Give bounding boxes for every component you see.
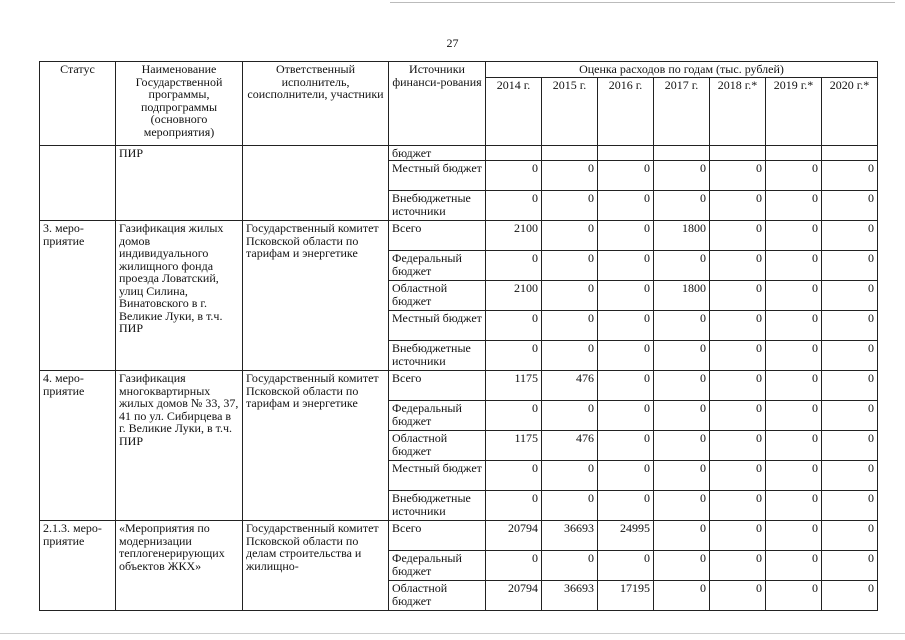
program-name: ПИР [116,145,243,221]
year-value: 0 [766,401,822,431]
year-value: 0 [766,521,822,551]
year-value: 0 [598,251,654,281]
responsible-cell [243,145,389,221]
funding-source: Всего [389,521,486,551]
year-value: 24995 [598,521,654,551]
year-value: 0 [766,431,822,461]
header-year: 2019 г.* [766,77,822,145]
year-value: 0 [542,461,598,491]
year-value: 0 [486,161,542,191]
table-row [40,145,878,161]
year-value: 0 [822,371,878,401]
year-value: 36693 [542,521,598,551]
year-value: 0 [598,311,654,341]
year-value: 20794 [486,521,542,551]
year-value: 2100 [486,281,542,311]
year-value: 0 [766,371,822,401]
year-value: 476 [542,431,598,461]
header-year: 2015 г. [542,77,598,145]
year-value: 0 [598,281,654,311]
year-value: 0 [486,551,542,581]
funding-source: Местный бюджет [389,311,486,341]
year-value: 0 [766,161,822,191]
year-value: 0 [766,281,822,311]
year-value: 20794 [486,581,542,611]
year-value: 0 [542,491,598,521]
year-value: 0 [654,311,710,341]
year-value: 0 [822,581,878,611]
year-value: 0 [542,161,598,191]
year-value [598,145,654,161]
year-value: 0 [766,461,822,491]
year-value: 0 [766,311,822,341]
year-value [822,145,878,161]
year-value: 0 [654,431,710,461]
status-cell [40,145,116,221]
year-value: 0 [598,341,654,371]
year-value: 0 [654,251,710,281]
responsible-executor: Государственный комитет Псковской области по тарифам и энергетике [243,221,389,371]
year-value: 0 [766,491,822,521]
page-number: 27 [446,36,459,50]
table-header [40,62,878,146]
year-value: 0 [710,371,766,401]
year-value: 0 [710,281,766,311]
year-value: 0 [710,311,766,341]
year-value: 0 [766,251,822,281]
year-value: 0 [710,401,766,431]
year-value: 0 [598,401,654,431]
year-value: 0 [766,581,822,611]
measure-status: 3. меро-приятие [40,221,116,371]
scan-edge-top [390,2,895,3]
year-value: 0 [822,281,878,311]
funding-source: бюджет [389,145,486,161]
year-value: 0 [654,161,710,191]
funding-source: Внебюджетные источники [389,191,486,221]
year-value: 0 [822,341,878,371]
year-value: 0 [822,461,878,491]
year-value: 0 [598,431,654,461]
year-value: 0 [486,251,542,281]
year-value: 1800 [654,281,710,311]
year-value: 0 [486,491,542,521]
year-value: 0 [710,191,766,221]
header-responsible: Ответственный исполнитель, соисполнители, участники [243,62,389,146]
year-value: 0 [822,161,878,191]
year-value: 0 [542,341,598,371]
year-value: 0 [542,281,598,311]
table-body [40,145,878,611]
year-value: 476 [542,371,598,401]
funding-source: Федеральный бюджет [389,251,486,281]
year-value: 0 [654,191,710,221]
year-value: 0 [598,191,654,221]
year-value: 0 [822,431,878,461]
funding-source: Областной бюджет [389,431,486,461]
year-value: 36693 [542,581,598,611]
year-value: 0 [598,371,654,401]
year-value: 0 [710,221,766,251]
year-value: 0 [654,521,710,551]
year-value: 0 [766,551,822,581]
year-value: 0 [822,221,878,251]
year-value [654,145,710,161]
year-value: 0 [486,191,542,221]
header-sources: Источники финанси-рования [389,62,486,146]
year-value: 0 [766,191,822,221]
table-row [40,521,878,551]
year-value: 0 [598,161,654,191]
measure-status: 2.1.3. меро-приятие [40,521,116,611]
year-value: 0 [654,581,710,611]
year-value: 0 [542,401,598,431]
funding-source: Всего [389,371,486,401]
funding-source: Внебюджетные источники [389,341,486,371]
year-value: 0 [822,191,878,221]
year-value [542,145,598,161]
year-value: 0 [710,341,766,371]
header-year: 2016 г. [598,77,654,145]
funding-source: Областной бюджет [389,581,486,611]
year-value: 0 [822,311,878,341]
year-value: 0 [654,551,710,581]
year-value: 0 [486,461,542,491]
responsible-executor: Государственный комитет Псковской области по делам строительства и жилищно- [243,521,389,611]
scan-edge-bottom [0,633,905,634]
year-value [766,145,822,161]
year-value: 0 [598,491,654,521]
budget-table [39,61,878,611]
year-value: 0 [598,551,654,581]
funding-source: Федеральный бюджет [389,401,486,431]
year-value: 0 [710,431,766,461]
year-value: 0 [710,161,766,191]
funding-source: Областной бюджет [389,281,486,311]
year-value: 0 [486,311,542,341]
header-estimate: Оценка расходов по годам (тыс. рублей) [486,62,878,78]
year-value: 17195 [598,581,654,611]
year-value: 1175 [486,431,542,461]
year-value: 0 [654,491,710,521]
year-value: 0 [766,341,822,371]
responsible-executor: Государственный комитет Псковской области по тарифам и энергетике [243,371,389,521]
year-value: 0 [598,221,654,251]
year-value: 0 [654,371,710,401]
year-value: 0 [710,551,766,581]
year-value: 0 [542,251,598,281]
year-value: 0 [822,401,878,431]
header-year: 2014 г. [486,77,542,145]
year-value: 2100 [486,221,542,251]
year-value [710,145,766,161]
year-value: 0 [654,341,710,371]
funding-source: Местный бюджет [389,461,486,491]
year-value: 1175 [486,371,542,401]
year-value: 0 [542,221,598,251]
year-value: 0 [710,461,766,491]
table-row [40,221,878,251]
year-value: 0 [542,311,598,341]
year-value: 0 [822,251,878,281]
header-year: 2018 г.* [710,77,766,145]
year-value: 0 [822,551,878,581]
year-value: 0 [710,581,766,611]
year-value [486,145,542,161]
year-value: 0 [822,521,878,551]
year-value: 0 [654,401,710,431]
funding-source: Местный бюджет [389,161,486,191]
year-value: 0 [822,491,878,521]
year-value: 0 [710,521,766,551]
table-row [40,371,878,401]
year-value: 0 [486,341,542,371]
program-name: «Мероприятия по модернизации теплогенерирующих объектов ЖКХ» [116,521,243,611]
funding-source: Всего [389,221,486,251]
year-value: 0 [710,491,766,521]
measure-status: 4. меро-приятие [40,371,116,521]
year-value: 0 [654,461,710,491]
funding-source: Федеральный бюджет [389,551,486,581]
year-value: 0 [486,401,542,431]
year-value: 0 [766,221,822,251]
funding-source: Внебюджетные источники [389,491,486,521]
year-value: 0 [542,191,598,221]
header-year: 2017 г. [654,77,710,145]
header-status: Статус [40,62,116,146]
year-value: 0 [542,551,598,581]
year-value: 0 [598,461,654,491]
program-name: Газификация многоквартирных жилых домов № 33, 37, 41 по ул. Сибирцева в г. Великие Луки, в т.ч. ПИР [116,371,243,521]
header-name: Наименование Государственной программы, подпрограммы (основного мероприятия) [116,62,243,146]
program-name: Газификация жилых домов индивидуального жилищного фонда проезда Ловатский, улиц Силина, Винатовского в г. Великие Луки, в т.ч. ПИР [116,221,243,371]
year-value: 0 [710,251,766,281]
header-year: 2020 г.* [822,77,878,145]
year-value: 1800 [654,221,710,251]
